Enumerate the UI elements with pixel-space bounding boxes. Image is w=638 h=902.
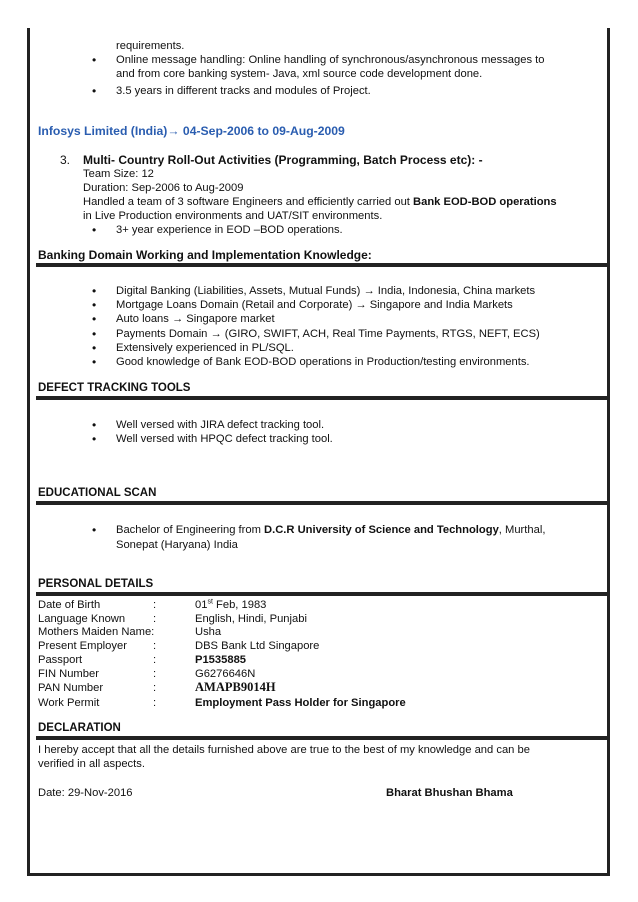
declaration-date: Date: 29-Nov-2016 xyxy=(38,787,133,799)
personal-heading: PERSONAL DETAILS xyxy=(38,578,154,590)
declaration-line1: I hereby accept that all the details furnished above are true to the best of my knowledge and can be xyxy=(38,744,530,756)
list-item-years: • 3.5 years in different tracks and modules of Project. xyxy=(116,84,371,98)
value-date-of-birth xyxy=(195,598,266,612)
banking-item: • Payments Domain → (GIRO, SWIFT, ACH, Real Time Payments, RTGS, NEFT, ECS) xyxy=(116,327,540,341)
list-item-online-message-2: and from core banking system- Java, xml source code development done. xyxy=(116,68,483,80)
value-passport: P1535885 xyxy=(195,654,247,666)
value-language: English, Hindi, Punjabi xyxy=(195,613,307,625)
value-pan-number: AMAPB9014H xyxy=(195,680,276,694)
value-fin-number: G6276646N xyxy=(195,668,256,680)
dob-sup: st xyxy=(207,598,213,606)
employer-name: Infosys Limited (India) xyxy=(38,124,168,138)
banking-item: • Good knowledge of Bank EOD-BOD operations in Production/testing environments. xyxy=(116,355,530,369)
handled-prefix: Handled a team of 3 software Engineers and efficiently carried out xyxy=(83,196,414,208)
colon: : xyxy=(153,613,157,625)
defect-item: • Well versed with JIRA defect tracking tool. xyxy=(116,418,324,432)
value-present-employer: DBS Bank Ltd Singapore xyxy=(195,640,320,652)
education-heading: EDUCATIONAL SCAN xyxy=(38,487,157,499)
colon: : xyxy=(153,668,157,680)
section-divider xyxy=(36,592,608,596)
signature-name: Bharat Bhushan Bhama xyxy=(386,787,513,799)
project-title: Multi- Country Roll-Out Activities (Programming, Batch Process etc): - xyxy=(83,153,483,167)
employer-dates: 04-Sep-2006 to 09-Aug-2009 xyxy=(182,124,345,138)
colon: : xyxy=(153,654,157,666)
label-present-employer: Present Employer xyxy=(38,640,127,652)
value-work-permit: Employment Pass Holder for Singapore xyxy=(195,697,406,709)
handled-line2: in Live Production environments and UAT/SIT environments. xyxy=(83,210,383,222)
banking-item: • Mortgage Loans Domain (Retail and Corporate) → Singapore and India Markets xyxy=(116,298,513,312)
label-fin-number: FIN Number xyxy=(38,668,99,680)
dob-rest: Feb, 1983 xyxy=(216,599,267,611)
colon: : xyxy=(153,697,157,709)
section-divider xyxy=(36,396,608,400)
project-number: 3. xyxy=(60,153,71,167)
university-name: D.C.R University of Science and Technology xyxy=(264,524,499,536)
defect-item: • Well versed with HPQC defect tracking tool. xyxy=(116,432,333,446)
education-prefix: Bachelor of Engineering from xyxy=(116,524,265,536)
section-divider xyxy=(36,263,608,267)
label-date-of-birth: Date of Birth xyxy=(38,599,101,611)
section-divider xyxy=(36,501,608,505)
education-line2: Sonepat (Haryana) India xyxy=(116,539,238,551)
handled-line xyxy=(83,195,557,209)
handled-bold: Bank EOD-BOD operations xyxy=(413,196,557,208)
education-suffix: , Murthal, xyxy=(498,524,546,536)
colon: : xyxy=(153,640,157,652)
arrow-icon: → xyxy=(167,124,180,138)
team-size: Team Size: 12 xyxy=(83,168,154,180)
value-mothers-maiden-name: Usha xyxy=(195,626,222,638)
colon: : xyxy=(153,682,157,694)
dob-day: 01 xyxy=(195,599,208,611)
duration: Duration: Sep-2006 to Aug-2009 xyxy=(83,182,244,194)
employer-heading xyxy=(38,124,345,138)
label-work-permit: Work Permit xyxy=(38,697,100,709)
label-mothers-maiden-name: Mothers Maiden Name: xyxy=(38,626,155,638)
declaration-heading: DECLARATION xyxy=(38,722,121,734)
education-line xyxy=(116,523,545,537)
banking-item: • Extensively experienced in PL/SQL. xyxy=(116,341,294,355)
colon: : xyxy=(153,599,157,611)
section-divider xyxy=(36,736,608,740)
label-pan-number: PAN Number xyxy=(38,682,104,694)
list-item-online-message-1: • Online message handling: Online handling of synchronous/asynchronous messages to xyxy=(116,53,545,67)
label-passport: Passport xyxy=(38,654,83,666)
label-language: Language Known xyxy=(38,613,126,625)
defect-heading: DEFECT TRACKING TOOLS xyxy=(38,382,191,394)
banking-heading: Banking Domain Working and Implementation Knowledge: xyxy=(38,248,372,262)
project-bullet: • 3+ year experience in EOD –BOD operations. xyxy=(116,223,343,237)
declaration-line2: verified in all aspects. xyxy=(38,758,145,770)
requirements-line: requirements. xyxy=(116,40,185,52)
banking-item: • Auto loans → Singapore market xyxy=(116,312,275,326)
banking-item: • Digital Banking (Liabilities, Assets, Mutual Funds) → India, Indonesia, China markets xyxy=(116,284,535,298)
